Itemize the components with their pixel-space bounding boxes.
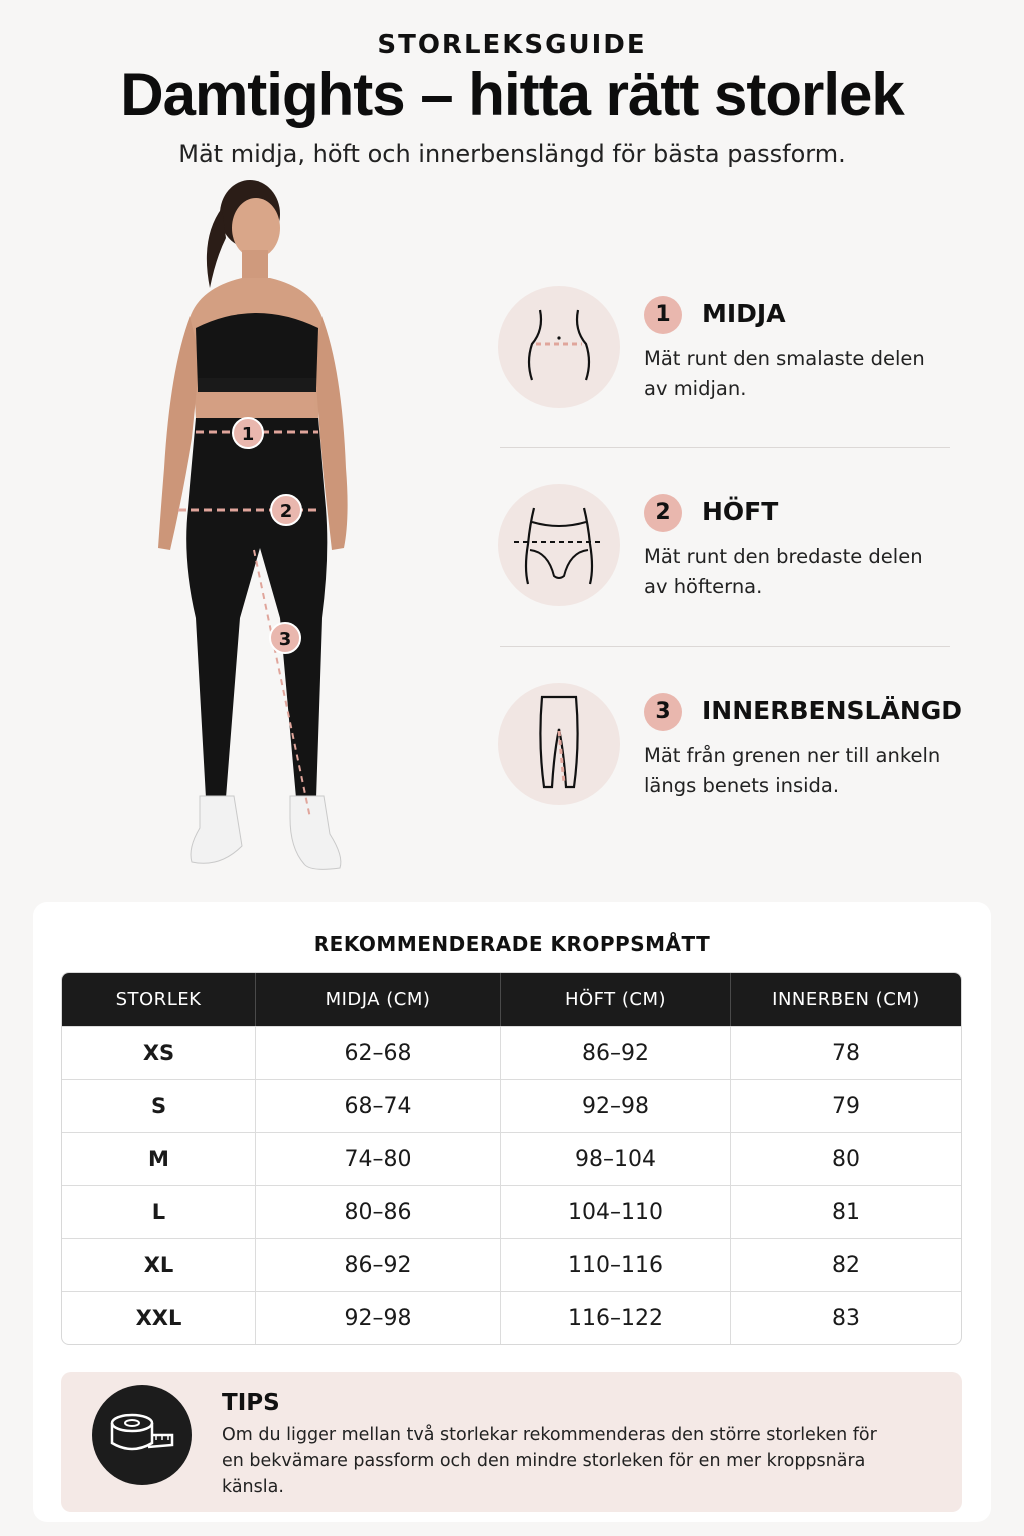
step-label: INNERBENSLÄNGD: [702, 696, 963, 725]
measurement-cell: 110–116: [501, 1238, 731, 1291]
measurement-cell: 104–110: [501, 1185, 731, 1238]
model-illustration: [130, 178, 390, 888]
measuring-tape-icon: [92, 1385, 192, 1485]
tips-box: [61, 1372, 962, 1512]
column-header: STORLEK: [62, 973, 256, 1026]
step-description: Mät runt den bredaste delen av höfterna.: [644, 545, 923, 598]
step-waist: [498, 286, 958, 416]
divider: [500, 646, 950, 647]
measurement-cell: 86–92: [501, 1026, 731, 1079]
step-number: 2: [644, 494, 682, 532]
model-figure: [130, 178, 390, 888]
size-table-card: [33, 902, 991, 1522]
size-cell: XL: [62, 1238, 256, 1291]
measurement-cell: 82: [731, 1238, 961, 1291]
table-row: [62, 1291, 961, 1344]
waist-icon: [498, 286, 620, 408]
step-number: 1: [644, 296, 682, 334]
measurement-cell: 86–92: [256, 1238, 501, 1291]
marker-hip: [271, 495, 301, 525]
tips-text: Om du ligger mellan två storlekar rekommenderas den större storleken för en bekvämare passform och den mindre storleken för en mer kroppsnära känsla.: [222, 1425, 877, 1497]
measurement-cell: 80: [731, 1132, 961, 1185]
measurement-cell: 74–80: [256, 1132, 501, 1185]
divider: [500, 447, 950, 448]
step-description: Mät runt den smalaste delen av midjan.: [644, 347, 925, 400]
measurement-cell: 79: [731, 1079, 961, 1132]
table-row: [62, 1185, 961, 1238]
measurement-cell: 92–98: [256, 1291, 501, 1344]
column-header: MIDJA (CM): [256, 973, 501, 1026]
size-cell: S: [62, 1079, 256, 1132]
step-inseam: [498, 683, 963, 813]
eyebrow-label: STORLEKSGUIDE: [377, 30, 647, 60]
measurement-cell: 116–122: [501, 1291, 731, 1344]
measurement-cell: 81: [731, 1185, 961, 1238]
marker-inseam: [270, 623, 300, 653]
inseam-icon: [498, 683, 620, 805]
table-row: [62, 1132, 961, 1185]
page-subtitle: Mät midja, höft och innerbenslängd för bästa passform.: [178, 140, 846, 168]
size-cell: L: [62, 1185, 256, 1238]
step-number: 3: [644, 693, 682, 731]
page-title: Damtights – hitta rätt storlek: [120, 61, 904, 128]
size-cell: XS: [62, 1026, 256, 1079]
table-row: [62, 1026, 961, 1079]
column-header: HÖFT (CM): [501, 973, 731, 1026]
measurement-cell: 78: [731, 1026, 961, 1079]
table-row: [62, 1238, 961, 1291]
measurement-cell: 80–86: [256, 1185, 501, 1238]
table-row: [62, 1079, 961, 1132]
size-cell: M: [62, 1132, 256, 1185]
svg-text:2: 2: [279, 501, 293, 522]
measurement-cell: 92–98: [501, 1079, 731, 1132]
svg-text:1: 1: [241, 424, 255, 445]
measurement-cell: 68–74: [256, 1079, 501, 1132]
hip-icon: [498, 484, 620, 606]
step-description: Mät från grenen ner till ankeln längs benets insida.: [644, 744, 941, 797]
svg-text:3: 3: [278, 629, 292, 650]
measurement-cell: 83: [731, 1291, 961, 1344]
marker-waist: [233, 418, 263, 448]
measurement-cell: 62–68: [256, 1026, 501, 1079]
size-table: [61, 972, 962, 1345]
tips-title: TIPS: [222, 1390, 280, 1416]
table-title: REKOMMENDERADE KROPPSMÅTT: [313, 932, 711, 956]
step-label: MIDJA: [702, 299, 786, 328]
step-hip: [498, 484, 958, 614]
column-header: INNERBEN (CM): [731, 973, 961, 1026]
measurement-cell: 98–104: [501, 1132, 731, 1185]
size-cell: XXL: [62, 1291, 256, 1344]
step-label: HÖFT: [702, 497, 779, 526]
